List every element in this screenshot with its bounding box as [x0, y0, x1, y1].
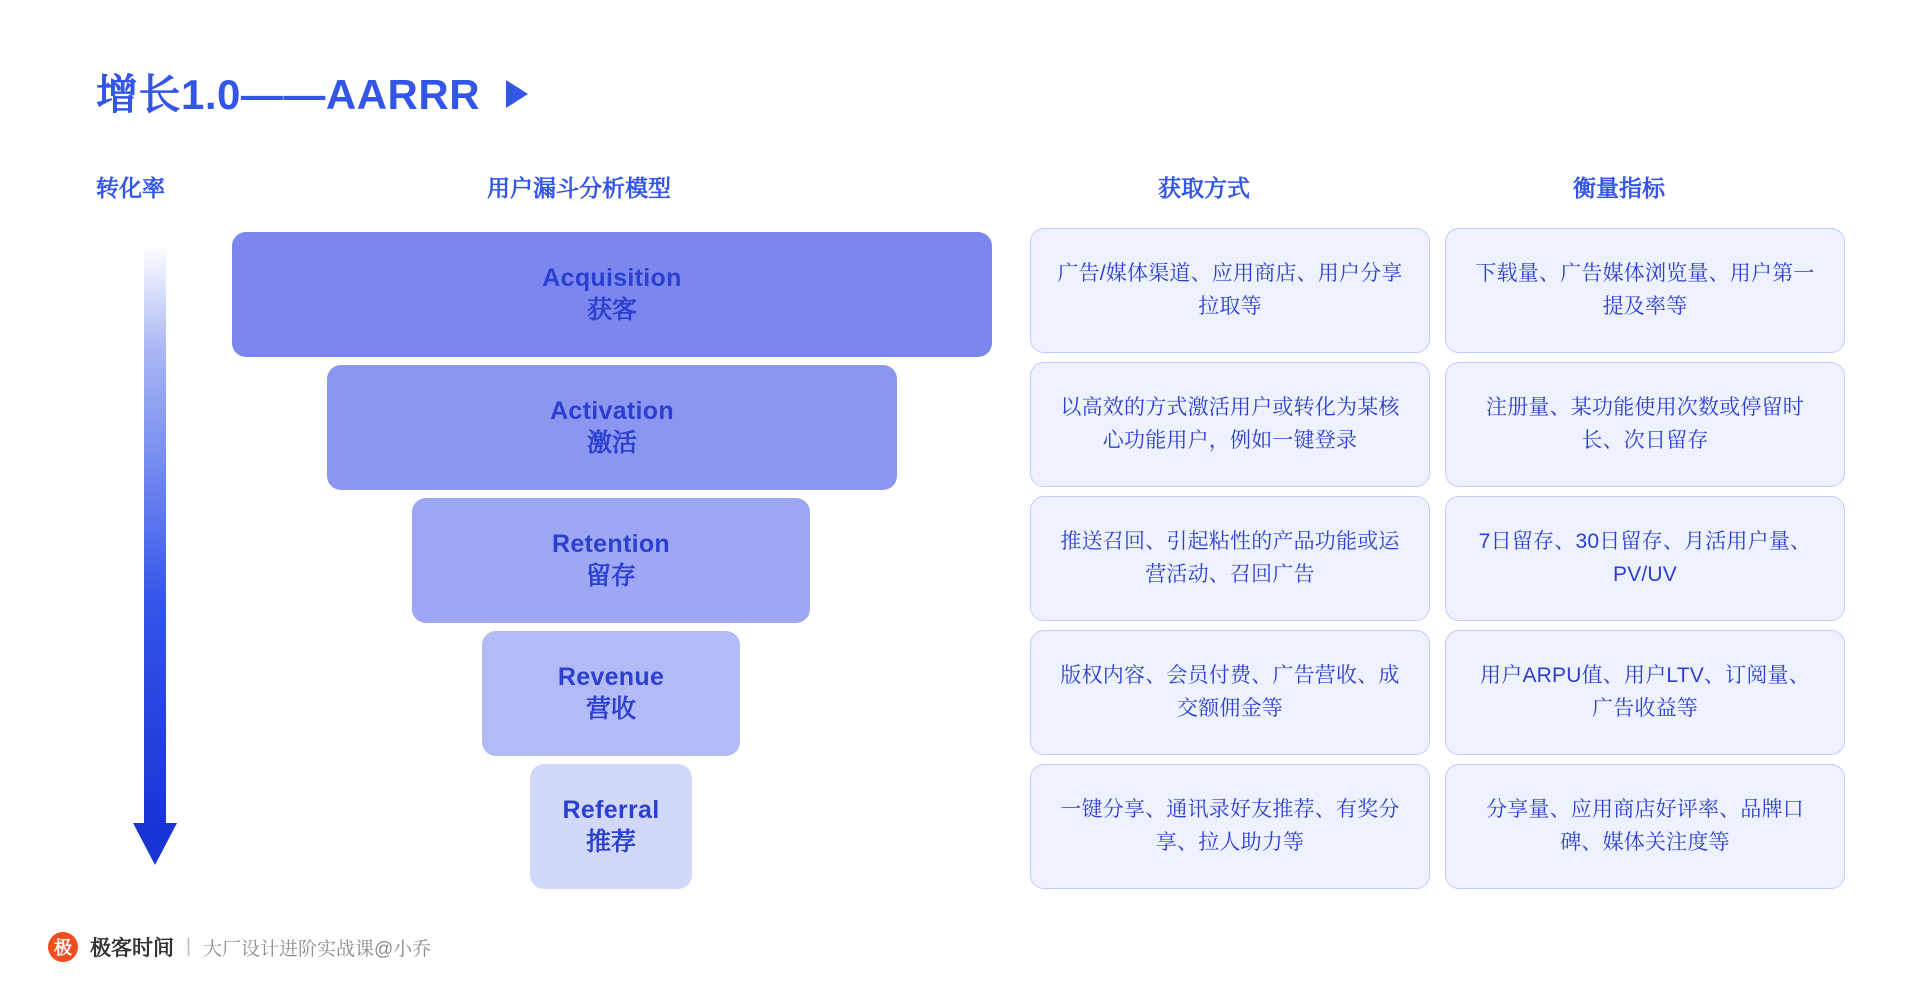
funnel-step-label-cn: 推荐 — [585, 827, 636, 856]
funnel-step-label-en: Activation — [550, 396, 674, 425]
method-card-text: 广告/媒体渠道、应用商店、用户分享拉取等 — [1057, 261, 1403, 318]
footer-brand: 极客时间 — [90, 937, 174, 960]
funnel-step-retention[interactable] — [412, 498, 810, 623]
funnel-step-label-cn: 留存 — [585, 561, 636, 590]
funnel-step-activation[interactable] — [327, 365, 897, 490]
funnel-step-label-en: Acquisition — [542, 263, 682, 292]
method-card[interactable] — [1030, 496, 1430, 621]
play-triangle-icon — [506, 80, 528, 108]
column-header-conversion: 转化率 — [96, 175, 165, 201]
funnel-step-label-en: Revenue — [557, 662, 665, 691]
method-card[interactable] — [1030, 362, 1430, 487]
metric-card[interactable] — [1445, 630, 1845, 755]
metric-card[interactable] — [1445, 764, 1845, 889]
column-header-metric: 衡量指标 — [1573, 175, 1665, 201]
metric-card-text: 用户ARPU值、用户LTV、订阅量、广告收益等 — [1480, 663, 1810, 720]
method-card[interactable] — [1030, 764, 1430, 889]
metric-card[interactable] — [1445, 496, 1845, 621]
conversion-arrow-head — [133, 823, 177, 865]
conversion-arrow-shaft — [144, 245, 166, 825]
method-card-text: 以高效的方式激活用户或转化为某核心功能用户，例如一键登录 — [1060, 395, 1400, 452]
conversion-arrow — [133, 245, 177, 885]
method-card-text: 一键分享、通讯录好友推荐、有奖分享、拉人助力等 — [1060, 797, 1400, 854]
metric-card[interactable] — [1445, 228, 1845, 353]
funnel-step-label-cn: 营收 — [585, 694, 636, 723]
funnel-step-label-en: Retention — [552, 529, 670, 558]
funnel-step-label-cn: 获客 — [586, 295, 637, 324]
metric-card-text: 下载量、广告媒体浏览量、用户第一提及率等 — [1475, 261, 1815, 318]
method-card-text: 推送召回、引起粘性的产品功能或运营活动、召回广告 — [1060, 529, 1400, 586]
footer-note: 大厂设计进阶实战课@小乔 — [202, 938, 432, 960]
footer — [48, 932, 431, 962]
metric-card[interactable] — [1445, 362, 1845, 487]
method-card[interactable] — [1030, 228, 1430, 353]
column-header-funnel: 用户漏斗分析模型 — [487, 175, 671, 201]
geekbang-logo-icon: 极 — [48, 932, 78, 962]
funnel-step-label-cn: 激活 — [586, 428, 637, 457]
slide-title — [96, 62, 528, 122]
method-card[interactable] — [1030, 630, 1430, 755]
column-header-method: 获取方式 — [1158, 175, 1250, 201]
metric-card-text: 7日留存、30日留存、月活用户量、PV/UV — [1478, 529, 1812, 586]
funnel-step-referral[interactable] — [530, 764, 692, 889]
funnel-step-acquisition[interactable] — [232, 232, 992, 357]
method-card-text: 版权内容、会员付费、广告营收、成交额佣金等 — [1060, 663, 1400, 720]
metric-card-text: 注册量、某功能使用次数或停留时长、次日留存 — [1486, 395, 1804, 452]
page-title: 增长1.0——AARRR — [96, 71, 481, 118]
funnel-step-label-en: Referral — [562, 795, 660, 824]
funnel-diagram — [232, 232, 992, 892]
funnel-step-revenue[interactable] — [482, 631, 740, 756]
footer-separator: | — [186, 936, 191, 957]
metric-card-text: 分享量、应用商店好评率、品牌口碑、媒体关注度等 — [1486, 797, 1804, 854]
